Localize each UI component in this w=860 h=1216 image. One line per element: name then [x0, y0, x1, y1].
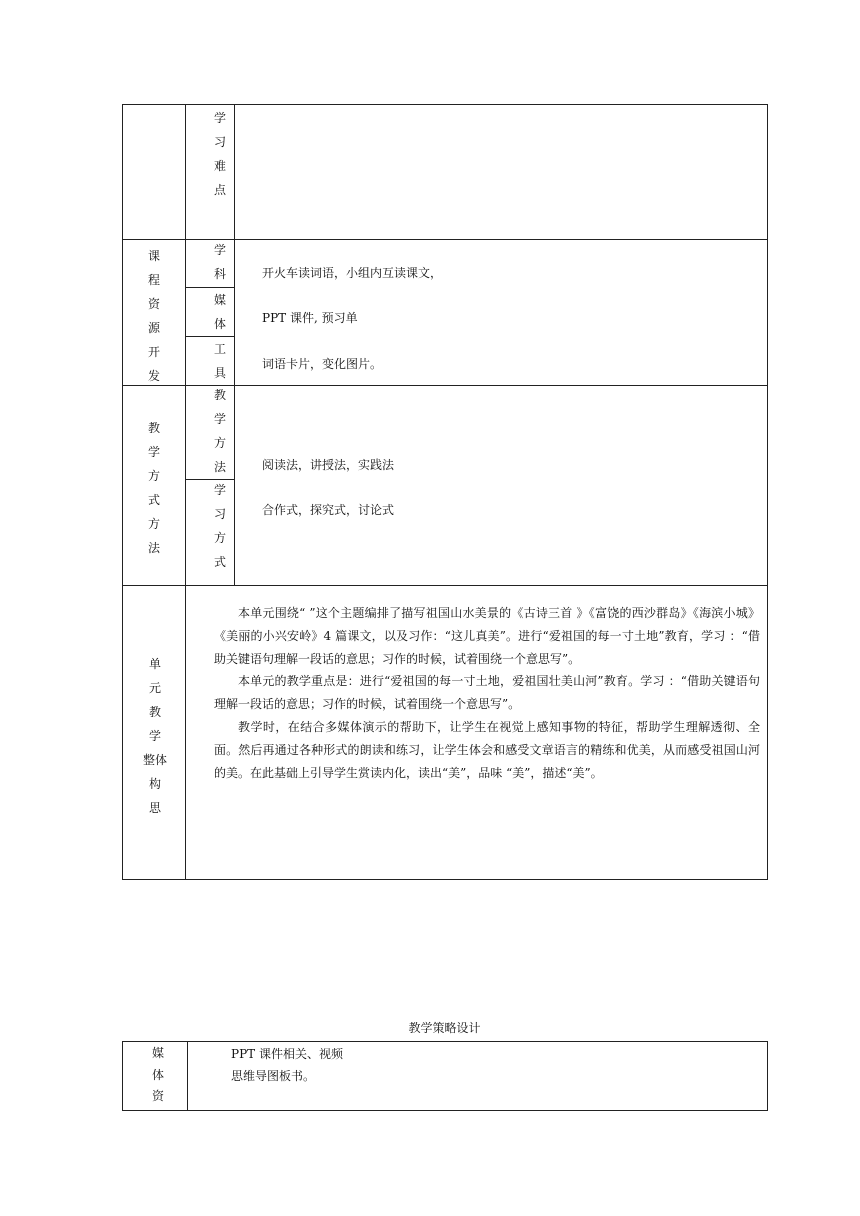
- table2-border-left: [122, 1041, 123, 1111]
- resources-sublabel-subject: 学 科: [213, 243, 226, 281]
- table-border-top: [122, 104, 768, 105]
- table2-line-1: PPT 课件相关、视频: [231, 1047, 343, 1061]
- methods-teaching-text: 阅读法，讲授法，实践法: [262, 458, 395, 472]
- row-divider: [122, 585, 768, 586]
- table2-border-right: [767, 1041, 768, 1111]
- table2-border-bottom: [122, 1110, 768, 1111]
- design-label: 单 元 教 学 整体 构 思: [142, 657, 167, 815]
- resources-tools-text: 词语卡片，变化图片。: [262, 357, 383, 371]
- design-paragraph-3: 教学时，在结合多媒体演示的帮助下，让学生在视觉上感知事物的特征，帮助学生理解透彻、全面。然后再通过各种形式的朗读和练习，让学生体会和感受文章语言的精练和优美，从而感受祖国山河的美。在此基础上引导学生赏读内化，读出“美”，品味 “美”，描述“美”。: [214, 719, 760, 780]
- table-subcolumn-divider: [234, 104, 235, 585]
- resources-sublabel-media: 媒 体: [213, 293, 226, 331]
- table2-label: 媒 体 资: [151, 1046, 164, 1103]
- table-border-right: [767, 104, 768, 880]
- resources-sublabel-tools: 工 具: [213, 342, 226, 380]
- difficulty-sublabel: 学 习 难 点: [213, 111, 226, 197]
- design-content: [214, 602, 760, 784]
- design-paragraph-2: 本单元的教学重点是：进行“爱祖国的每一寸土地，爱祖国壮美山河”教育。学习 ：“借助关键语句理解一段话的意思；习作的时候，试着围绕一个意思写”。: [214, 674, 760, 712]
- methods-label: 教 学 方 式 方 法: [147, 421, 160, 555]
- resources-subject-text: 开火车读词语，小组内互读课文，: [262, 266, 443, 280]
- methods-learning-text: 合作式，探究式，讨论式: [262, 503, 395, 517]
- section-caption: 教学策略设计: [408, 1021, 481, 1035]
- methods-sublabel-learning: 学 习 方 式: [213, 483, 226, 569]
- table2-column-divider: [187, 1041, 188, 1111]
- table-border-bottom: [122, 879, 768, 880]
- resources-media-text: PPT 课件, 预习单: [262, 311, 358, 325]
- design-paragraph-1: 本单元围绕“ ”这个主题编排了描写祖国山水美景的《古诗三首 》《富饶的西沙群岛》《海滨小城》《美丽的小兴安岭》4 篇课文，以及习作：“这儿真美”。进行“爱祖国的每一寸土地”教育，学习 ：“借助关键语句理解一段话的意思；习作的时候，试着围绕一个意思写”。: [214, 606, 760, 666]
- resources-label: 课 程 资 源 开 发: [147, 249, 160, 383]
- table-border-left: [122, 104, 123, 880]
- table2-border-top: [122, 1041, 768, 1042]
- methods-sublabel-teaching: 教 学 方 法: [213, 388, 226, 474]
- table2-line-2: 思维导图板书。: [231, 1069, 316, 1083]
- table-column-divider: [185, 104, 186, 880]
